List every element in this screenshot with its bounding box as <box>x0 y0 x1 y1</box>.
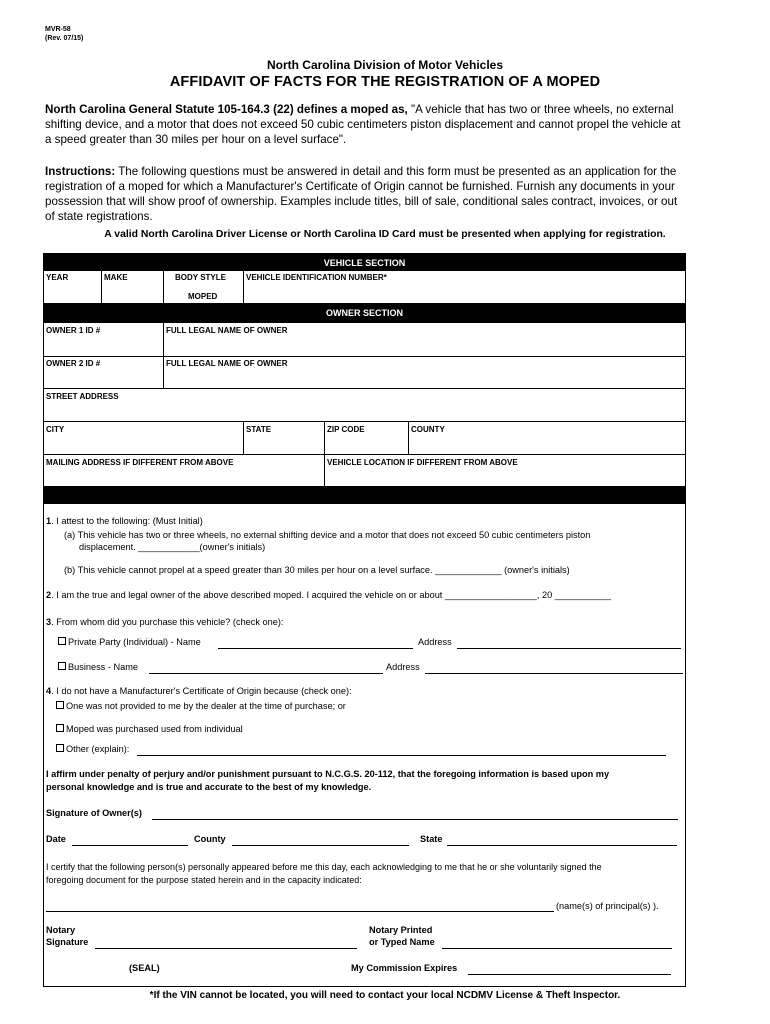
date-label: Date <box>46 834 66 844</box>
signature-label: Signature of Owner(s) <box>46 808 142 818</box>
certify-line1: I certify that the following person(s) personally appeared before me this day, each acknowledging to me that he or she voluntarily signed the <box>46 862 602 872</box>
row-divider <box>44 356 685 357</box>
q1b-text: (b) This vehicle cannot propel at a speed greater than 30 miles per hour on a level surface. _____________ (owner's initials) <box>64 565 570 575</box>
owner1-name-label: FULL LEGAL NAME OF OWNER <box>166 326 288 335</box>
form-number-block <box>45 25 83 43</box>
q1a-line1: (a) This vehicle has two or three wheels, no external shifting device and a motor that does not exceed 50 cubic centimeters piston <box>64 530 591 540</box>
county-label: COUNTY <box>411 425 445 434</box>
checkbox-icon[interactable] <box>56 701 64 709</box>
owner2-name-field[interactable] <box>165 369 684 387</box>
notary-printed-line[interactable] <box>442 948 672 949</box>
divider <box>408 421 409 454</box>
q2-number: 2 <box>46 590 52 600</box>
state-field[interactable] <box>245 435 323 453</box>
owner-section-heading: OWNER SECTION <box>44 303 685 323</box>
make-label: MAKE <box>104 273 128 282</box>
q3-private-option[interactable] <box>58 637 201 647</box>
statute-paragraph <box>45 102 690 147</box>
statute-text: "A vehicle that has two or three wheels, no external shifting device, and a motor that does not exceed 50 cubic centimeters piston displacement and cannot propel the vehicle at a speed greater than 30 miles per hour on a level surface". <box>45 103 681 146</box>
q4-opt1-label: One was not provided to me by the dealer at the time of purchase; or <box>66 701 346 711</box>
question-3 <box>46 617 283 627</box>
affirmation-line2: personal knowledge and is true and accurate to the best of my knowledge. <box>46 782 372 792</box>
printed-label-line1: Notary Printed <box>369 925 433 935</box>
divider <box>163 323 164 356</box>
other-explain-line[interactable] <box>137 755 666 756</box>
instructions-text: The following questions must be answered in detail and this form must be presented as an application for the registration of a moped for which a Manufacturer's Certificate of Origin cannot be furnished. Furnish any documents in your possession that will show proof of ownership. Examples include titles, bill of sale, conditional sales contract, invoices, or out of state registrations. <box>45 165 678 223</box>
owner2-id-field[interactable] <box>45 369 162 387</box>
state-sign-label: State <box>420 834 443 844</box>
row-divider <box>44 388 685 389</box>
q3-business-option[interactable] <box>58 662 138 672</box>
date-line[interactable] <box>72 845 188 846</box>
checkbox-icon[interactable] <box>58 662 66 670</box>
body-style-label: BODY STYLE <box>175 273 226 282</box>
question-4 <box>46 686 352 696</box>
principals-label: (name(s) of principal(s) ). <box>556 901 659 911</box>
statute-bold: North Carolina General Statute 105-164.3 (22) defines a moped as, <box>45 103 408 116</box>
question-2 <box>46 590 611 600</box>
owner1-name-field[interactable] <box>165 336 684 355</box>
instructions-paragraph <box>45 164 690 224</box>
q4-option-1[interactable] <box>56 701 346 711</box>
q1-number: 1 <box>46 516 52 526</box>
commission-label: My Commission Expires <box>351 963 458 973</box>
divider <box>324 421 325 454</box>
vin-field[interactable] <box>244 284 684 302</box>
divider <box>163 271 164 303</box>
principals-line[interactable] <box>46 911 554 912</box>
q3-number: 3 <box>46 617 52 627</box>
section-bar <box>44 486 685 503</box>
q4-opt3-label: Other (explain): <box>66 744 130 754</box>
q4-option-2[interactable] <box>56 724 243 734</box>
affirmation-line1: I affirm under penalty of perjury and/or punishment pursuant to N.C.G.S. 20-112, that the foregoing information is based upon my <box>46 769 610 779</box>
owner1-id-field[interactable] <box>45 336 162 355</box>
form-number: MVR-58 <box>45 26 71 33</box>
year-field[interactable] <box>45 284 100 302</box>
license-note: A valid North Carolina Driver License or North Carolina ID Card must be presented when applying for registration. <box>104 229 666 240</box>
divider <box>163 356 164 388</box>
question-1 <box>46 516 203 526</box>
q4-text: . I do not have a Manufacturer's Certificate of Origin because (check one): <box>51 686 352 696</box>
business-address-line[interactable] <box>425 673 683 674</box>
instructions-label: Instructions: <box>45 165 116 178</box>
form-revision: (Rev. 07/15) <box>45 35 84 42</box>
divider <box>243 421 244 454</box>
state-label: STATE <box>246 425 272 434</box>
notary-signature-line[interactable] <box>95 948 357 949</box>
street-label: STREET ADDRESS <box>46 392 119 401</box>
q1-text: . I attest to the following: (Must Initial) <box>51 516 203 526</box>
checkbox-icon[interactable] <box>56 744 64 752</box>
q3-business-label: Business - Name <box>68 662 138 672</box>
state-line[interactable] <box>447 845 677 846</box>
commission-line[interactable] <box>468 974 671 975</box>
owner2-id-label: OWNER 2 ID # <box>46 359 101 368</box>
year-label: YEAR <box>46 273 69 282</box>
county-field[interactable] <box>410 435 684 453</box>
mailing-field[interactable] <box>45 468 323 485</box>
business-address-label: Address <box>386 662 420 672</box>
seal-label: (SEAL) <box>129 963 160 973</box>
q4-option-3[interactable] <box>56 744 129 754</box>
q4-opt2-label: Moped was purchased used from individual <box>66 724 243 734</box>
private-name-line[interactable] <box>218 648 413 649</box>
location-field[interactable] <box>326 468 684 485</box>
certify-line2: foregoing document for the purpose stated herein and in the capacity indicated: <box>46 875 362 885</box>
agency-name: North Carolina Division of Motor Vehicles <box>266 58 504 72</box>
vehicle-section-heading: VEHICLE SECTION <box>44 254 685 271</box>
owner2-name-label: FULL LEGAL NAME OF OWNER <box>166 359 288 368</box>
q1a-line2: displacement. ____________(owner's initials) <box>79 542 266 552</box>
row-divider <box>44 454 685 455</box>
affidavit-body <box>43 503 686 987</box>
divider <box>324 454 325 486</box>
city-field[interactable] <box>45 435 242 453</box>
vin-label: VEHICLE IDENTIFICATION NUMBER* <box>246 273 387 282</box>
location-label: VEHICLE LOCATION IF DIFFERENT FROM ABOVE <box>327 458 518 467</box>
page-title: AFFIDAVIT OF FACTS FOR THE REGISTRATION OF A MOPED <box>169 74 601 90</box>
zip-field[interactable] <box>326 435 407 453</box>
mailing-label: MAILING ADDRESS IF DIFFERENT FROM ABOVE <box>46 458 234 467</box>
q3-text: . From whom did you purchase this vehicle? (check one): <box>51 617 284 627</box>
business-name-line[interactable] <box>149 673 383 674</box>
private-address-label: Address <box>418 637 452 647</box>
checkbox-icon[interactable] <box>56 724 64 732</box>
vehicle-owner-table <box>43 253 686 504</box>
zip-label: ZIP CODE <box>327 425 365 434</box>
vin-note: *If the VIN cannot be located, you will need to contact your local NCDMV License & Theft Inspector. <box>149 990 621 1001</box>
q4-number: 4 <box>46 686 52 696</box>
make-field[interactable] <box>102 274 162 302</box>
row-divider <box>44 421 685 422</box>
q2-text: . I am the true and legal owner of the above described moped. I acquired the vehicle on or about __________________, 20 ___________ <box>51 590 611 600</box>
owner1-id-label: OWNER 1 ID # <box>46 326 101 335</box>
city-label: CITY <box>46 425 65 434</box>
q3-private-label: Private Party (Individual) - Name <box>68 637 201 647</box>
printed-label-line2: or Typed Name <box>369 937 435 947</box>
county-sign-label: County <box>194 834 226 844</box>
notary-label-line2: Signature <box>46 937 89 947</box>
signature-line[interactable] <box>152 819 678 820</box>
private-address-line[interactable] <box>457 648 681 649</box>
notary-label-line1: Notary <box>46 925 76 935</box>
checkbox-icon[interactable] <box>58 637 66 645</box>
body-style-value: MOPED <box>188 292 218 301</box>
county-line[interactable] <box>232 845 409 846</box>
street-field[interactable] <box>45 402 684 420</box>
